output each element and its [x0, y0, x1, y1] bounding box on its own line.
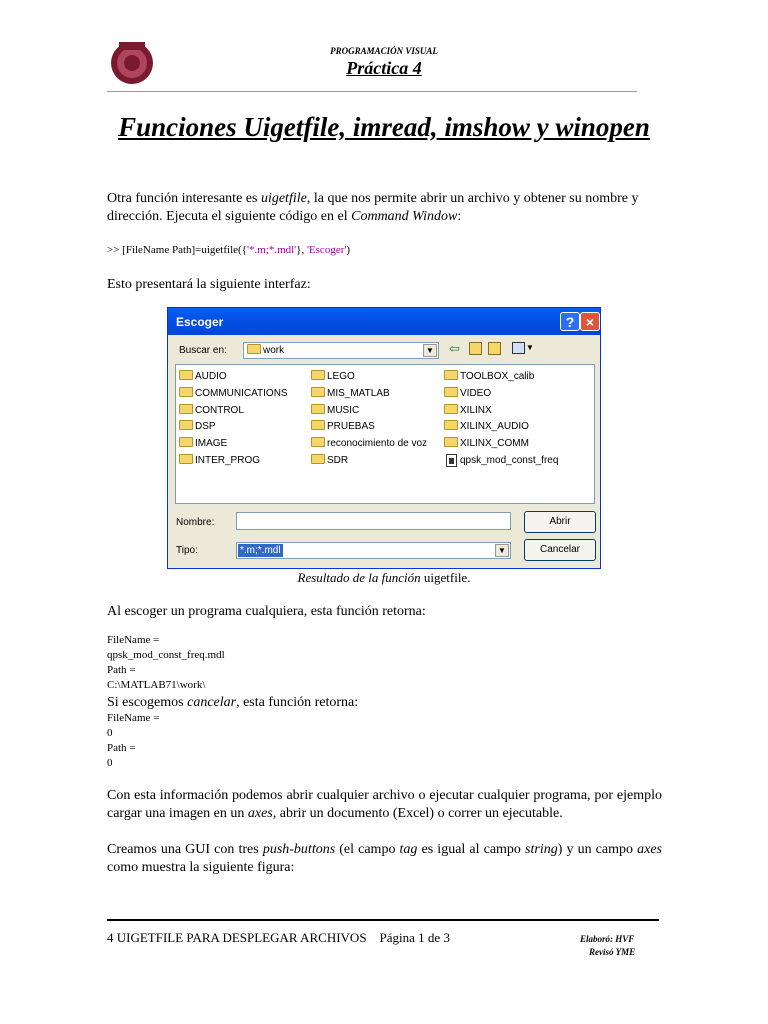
figure-caption: Resultado de la función uigetfile.: [297, 570, 471, 585]
folder-icon: [444, 370, 458, 380]
lookin-dropdown[interactable]: [243, 342, 439, 359]
list-item[interactable]: qpsk_mod_const_freq: [446, 453, 558, 469]
list-item[interactable]: MUSIC: [311, 403, 359, 419]
paragraph-cancel: Si escogemos cancelar, esta función retorna:: [107, 695, 359, 710]
folder-icon: [311, 437, 325, 447]
paragraph-usage: Con esta información podemos abrir cualquier archivo o ejecutar cualquier programa, por ejemplo cargar una imagen en un axes, abrir un documento (Excel) o correr un ejecutable.: [107, 788, 662, 821]
folder-icon: [444, 437, 458, 447]
folder-icon: [444, 420, 458, 430]
folder-icon: [311, 404, 325, 414]
return-values-cancel: FileName = 0 Path = 0: [107, 712, 160, 769]
paragraph-interface: Esto presentará la siguiente interfaz:: [107, 277, 311, 292]
chevron-down-icon: ▼: [495, 544, 509, 557]
folder-icon: [179, 437, 193, 447]
folder-icon: [311, 420, 325, 430]
list-item[interactable]: SDR: [311, 453, 348, 469]
list-item[interactable]: INTER_PROG: [179, 453, 260, 469]
list-item[interactable]: VIDEO: [444, 386, 491, 402]
footer-title: 4 UIGETFILE PARA DESPLEGAR ARCHIVOS Página 1 de 3: [107, 930, 450, 945]
list-item[interactable]: IMAGE: [179, 436, 227, 452]
file-list[interactable]: [175, 364, 595, 504]
folder-icon: [179, 404, 193, 414]
list-item[interactable]: XILINX_AUDIO: [444, 419, 529, 435]
filename-input[interactable]: [236, 512, 511, 530]
name-label: Nombre:: [176, 517, 215, 528]
folder-icon: [444, 404, 458, 414]
folder-icon: [179, 420, 193, 430]
list-item[interactable]: DSP: [179, 419, 216, 435]
list-item[interactable]: PRUEBAS: [311, 419, 375, 435]
list-item[interactable]: XILINX: [444, 403, 492, 419]
list-item[interactable]: TOOLBOX_calib: [444, 369, 534, 385]
paragraph-intro: Otra función interesante es uigetfile, la que nos permite abrir un archivo y obtener su nombre y dirección. Ejecuta el siguiente código en el Command Window:: [107, 191, 639, 224]
footer-reviso: Revisó YME: [589, 947, 636, 957]
type-label: Tipo:: [176, 545, 198, 556]
file-dialog: [167, 307, 601, 569]
subject-header: PROGRAMACIÓN VISUAL: [330, 46, 438, 56]
header-divider: [107, 91, 637, 92]
filetype-dropdown[interactable]: [236, 542, 511, 559]
practice-header: Práctica 4: [346, 58, 422, 78]
open-button[interactable]: Abrir: [524, 511, 596, 533]
code-command: >> [FileName Path]=uigetfile({'*.m;*.mdl'}, 'Escoger'): [107, 244, 351, 256]
folder-icon: [179, 370, 193, 380]
list-item[interactable]: MIS_MATLAB: [311, 386, 390, 402]
folder-icon: [444, 387, 458, 397]
folder-icon: [311, 370, 325, 380]
cancel-button[interactable]: Cancelar: [524, 539, 596, 561]
filetype-value: *.m;*.mdl: [240, 545, 281, 556]
view-menu-icon[interactable]: [512, 342, 525, 354]
list-item[interactable]: XILINX_COMM: [444, 436, 529, 452]
list-item[interactable]: AUDIO: [179, 369, 227, 385]
dialog-title: Escoger: [176, 315, 224, 329]
list-item[interactable]: CONTROL: [179, 403, 244, 419]
close-button[interactable]: ×: [580, 312, 600, 331]
new-folder-icon[interactable]: [488, 342, 501, 355]
view-menu-chevron-icon[interactable]: ▼: [526, 343, 534, 352]
folder-icon: [311, 454, 325, 464]
chevron-down-icon: ▼: [423, 344, 437, 357]
paragraph-returns: Al escoger un programa cualquiera, esta función retorna:: [107, 604, 426, 619]
folder-icon: [179, 387, 193, 397]
mdl-file-icon: [446, 454, 457, 467]
lookin-label: Buscar en:: [179, 345, 227, 356]
footer-divider: [107, 919, 659, 921]
lookin-value: work: [263, 345, 285, 356]
folder-icon: [179, 454, 193, 464]
page-title: Funciones Uigetfile, imread, imshow y winopen: [118, 112, 650, 142]
folder-icon: [247, 344, 261, 354]
paragraph-gui: Creamos una GUI con tres push-buttons (el campo tag es igual al campo string) y un campo axes como muestra la siguiente figura:: [107, 842, 662, 875]
dialog-titlebar: [168, 308, 600, 335]
help-button[interactable]: ?: [560, 312, 580, 331]
list-item[interactable]: LEGO: [311, 369, 355, 385]
folder-icon: [311, 387, 325, 397]
return-values-selected: FileName = qpsk_mod_const_freq.mdl Path = C:\MATLAB71\work\: [107, 634, 225, 691]
list-item[interactable]: reconocimiento de voz: [311, 436, 427, 452]
list-item[interactable]: COMMUNICATIONS: [179, 386, 288, 402]
footer-elaboro: Elaboró: HVF: [580, 934, 635, 944]
back-icon[interactable]: ⇦: [449, 341, 460, 356]
up-folder-icon[interactable]: [469, 342, 482, 355]
